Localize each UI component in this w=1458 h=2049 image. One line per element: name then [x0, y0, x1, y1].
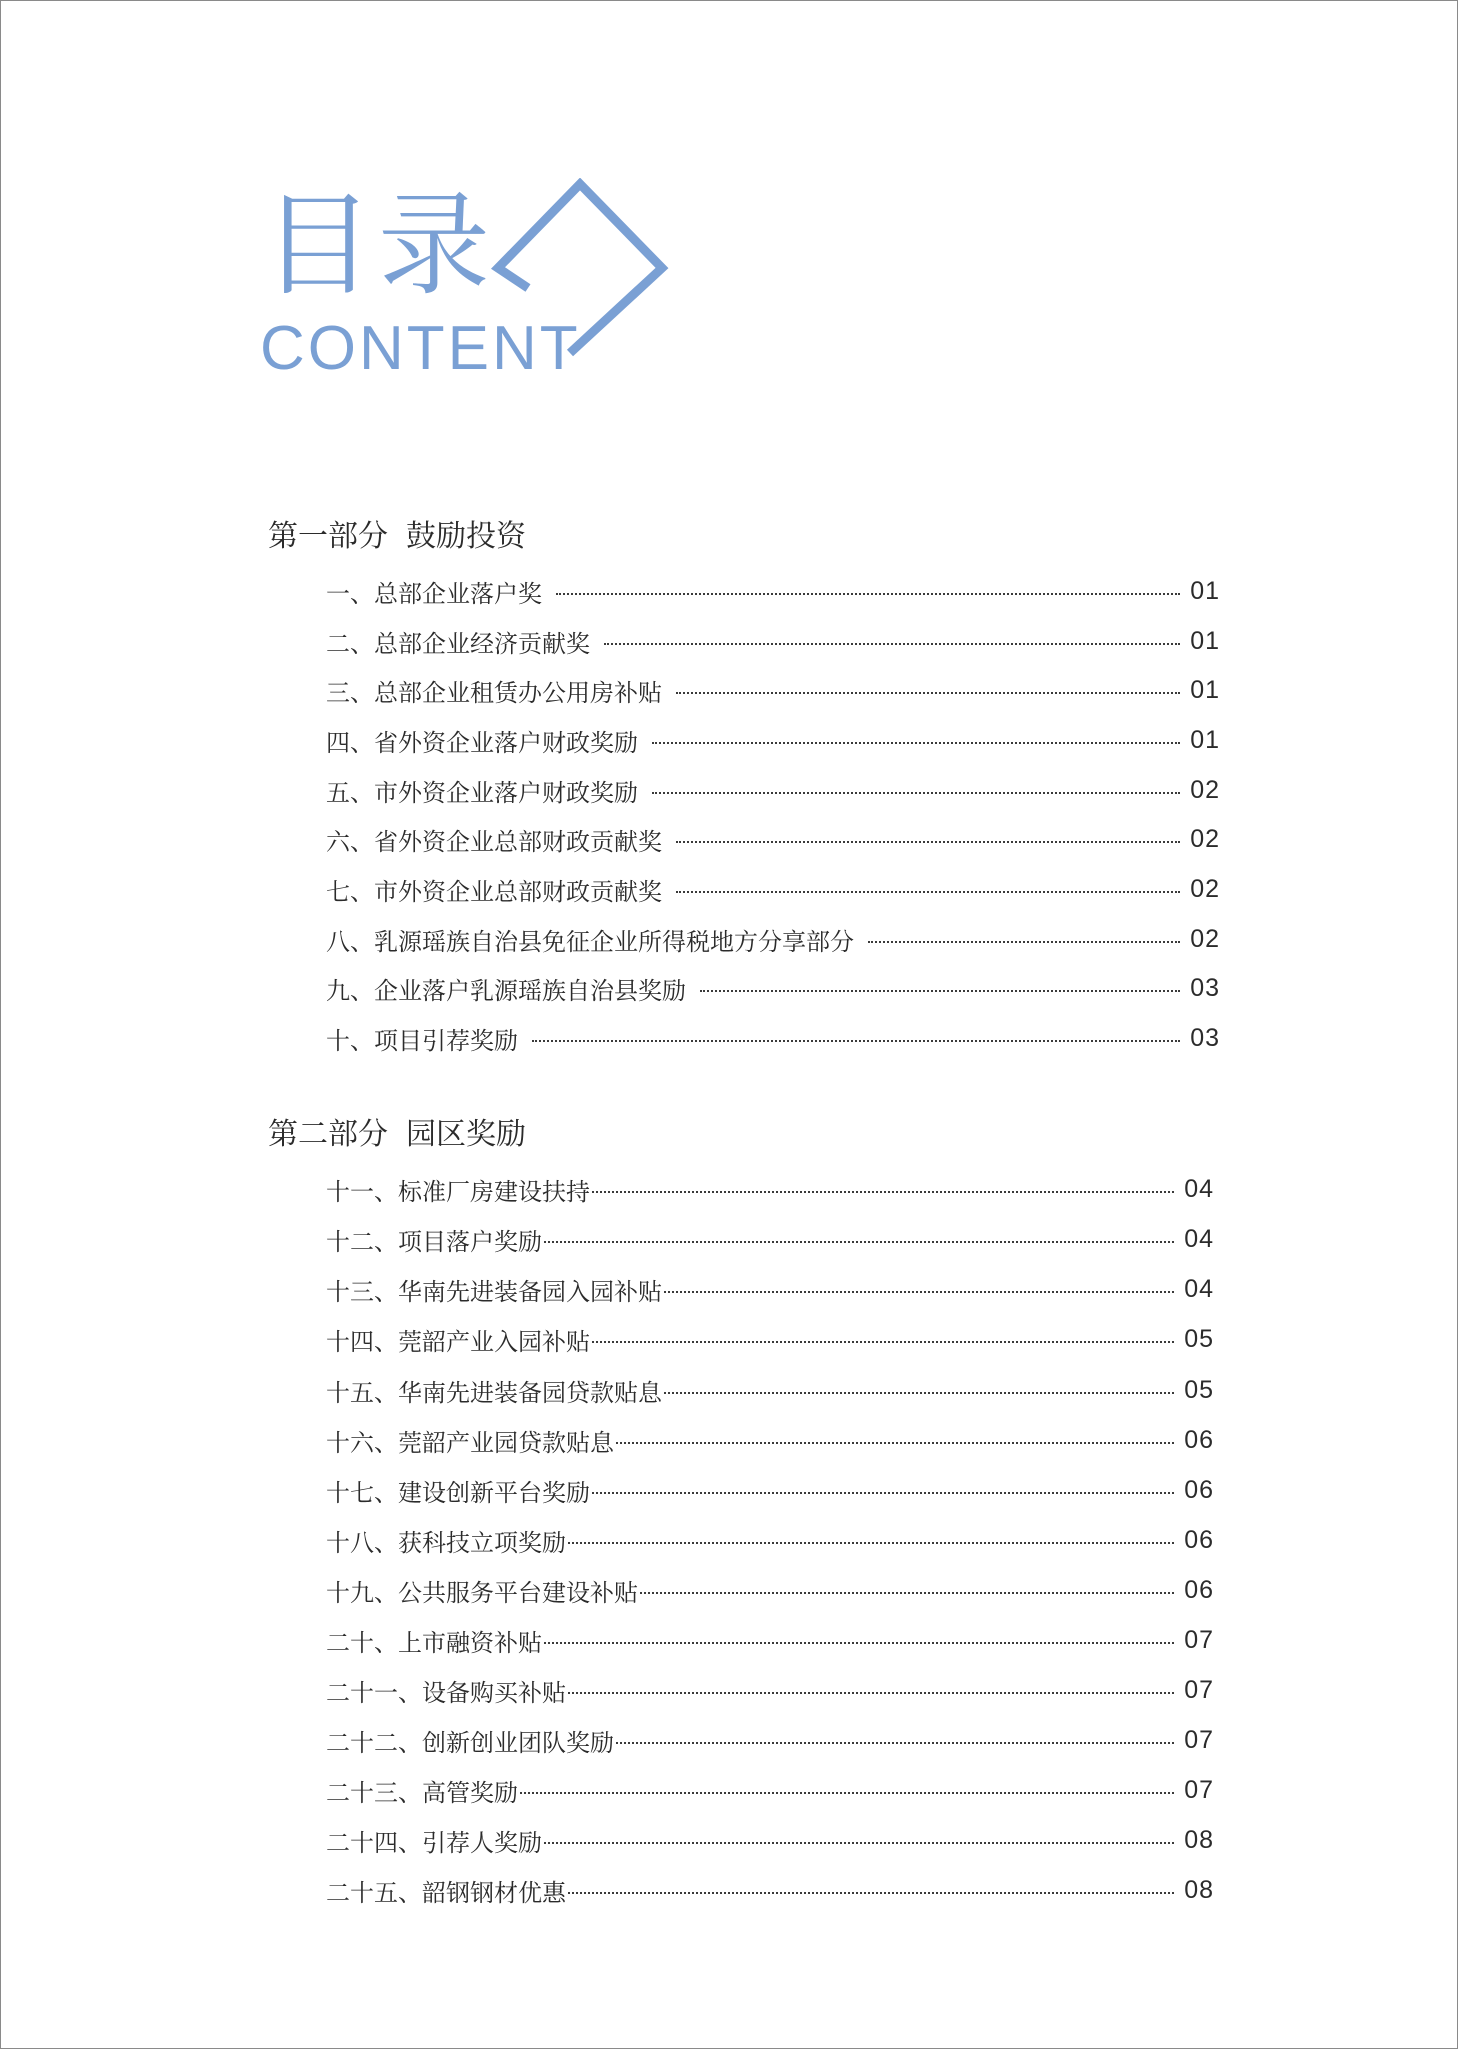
- leader-dots: [592, 1492, 1174, 1494]
- leader-dots: [568, 1542, 1174, 1544]
- leader-dots: [676, 692, 1180, 694]
- toc-item-page: 03: [1190, 1023, 1220, 1052]
- toc-item[interactable]: [326, 1272, 1214, 1306]
- toc-item-page: 06: [1184, 1525, 1214, 1554]
- toc-item-page: 03: [1190, 973, 1220, 1002]
- toc-item-page: 06: [1184, 1425, 1214, 1454]
- toc-item[interactable]: [326, 673, 1220, 707]
- toc-item-label: 二十一、设备购买补贴: [326, 1678, 566, 1707]
- toc-item-page: 08: [1184, 1875, 1214, 1904]
- leader-dots: [652, 742, 1180, 744]
- toc-item-page: 02: [1190, 824, 1220, 853]
- leader-dots: [568, 1692, 1174, 1694]
- toc-item[interactable]: [326, 773, 1220, 807]
- toc-item-label: 十一、标准厂房建设扶持: [326, 1177, 590, 1206]
- toc-item-label: 十、项目引荐奖励: [326, 1026, 518, 1055]
- toc-item-page: 02: [1190, 775, 1220, 804]
- toc-item[interactable]: [326, 1673, 1214, 1707]
- toc-item-label: 二十、上市融资补贴: [326, 1628, 542, 1657]
- toc-item[interactable]: [326, 1423, 1214, 1457]
- toc-item-page: 04: [1184, 1224, 1214, 1253]
- leader-dots: [568, 1892, 1174, 1894]
- leader-dots: [676, 841, 1180, 843]
- diamond-decoration-icon: [490, 178, 670, 358]
- part-number: 第一部分: [268, 519, 388, 554]
- leader-dots: [544, 1642, 1174, 1644]
- toc-item-page: 05: [1184, 1324, 1214, 1353]
- toc-item-label: 三、总部企业租赁办公用房补贴: [326, 678, 662, 707]
- toc-item[interactable]: [326, 723, 1220, 757]
- leader-dots: [640, 1592, 1174, 1594]
- leader-dots: [544, 1842, 1174, 1844]
- leader-dots: [592, 1341, 1174, 1343]
- leader-dots: [544, 1241, 1174, 1243]
- toc-item-label: 二十三、高管奖励: [326, 1778, 518, 1807]
- toc-item-label: 二、总部企业经济贡献奖: [326, 629, 590, 658]
- leader-dots: [592, 1191, 1174, 1193]
- toc-item-label: 十四、莞韶产业入园补贴: [326, 1327, 590, 1356]
- leader-dots: [868, 941, 1180, 943]
- leader-dots: [616, 1442, 1174, 1444]
- toc-item-label: 二十二、创新创业团队奖励: [326, 1728, 614, 1757]
- leader-dots: [664, 1291, 1174, 1293]
- toc-item[interactable]: [326, 1021, 1220, 1055]
- leader-dots: [652, 792, 1180, 794]
- toc-item[interactable]: [326, 574, 1220, 608]
- toc-item-page: 07: [1184, 1725, 1214, 1754]
- toc-item[interactable]: [326, 1373, 1214, 1407]
- part-name: 园区奖励: [406, 1117, 526, 1152]
- part-name: 鼓励投资: [406, 519, 526, 554]
- toc-item-page: 07: [1184, 1625, 1214, 1654]
- toc-item[interactable]: [326, 922, 1220, 956]
- part-number: 第二部分: [268, 1117, 388, 1152]
- toc-item-label: 十三、华南先进装备园入园补贴: [326, 1277, 662, 1306]
- toc-item-page: 02: [1190, 874, 1220, 903]
- toc-item-label: 九、企业落户乳源瑶族自治县奖励: [326, 976, 686, 1005]
- toc-item-label: 八、乳源瑶族自治县免征企业所得税地方分享部分: [326, 927, 854, 956]
- toc-item[interactable]: [326, 1623, 1214, 1657]
- toc-item[interactable]: [326, 1523, 1214, 1557]
- toc-item-page: 06: [1184, 1575, 1214, 1604]
- toc-item[interactable]: [326, 1873, 1214, 1907]
- toc-item[interactable]: [326, 872, 1220, 906]
- title-english: CONTENT: [260, 314, 581, 383]
- toc-item-page: 07: [1184, 1775, 1214, 1804]
- toc-item-label: 十六、莞韶产业园贷款贴息: [326, 1428, 614, 1457]
- leader-dots: [664, 1392, 1174, 1394]
- leader-dots: [556, 593, 1180, 595]
- toc-item-label: 一、总部企业落户奖: [326, 579, 542, 608]
- leader-dots: [520, 1792, 1174, 1794]
- toc-item-label: 五、市外资企业落户财政奖励: [326, 778, 638, 807]
- toc-item-label: 十九、公共服务平台建设补贴: [326, 1578, 638, 1607]
- toc-item[interactable]: [326, 1322, 1214, 1356]
- toc-item[interactable]: [326, 1172, 1214, 1206]
- toc-item-label: 十二、项目落户奖励: [326, 1227, 542, 1256]
- toc-item-label: 四、省外资企业落户财政奖励: [326, 728, 638, 757]
- toc-item-label: 六、省外资企业总部财政贡献奖: [326, 827, 662, 856]
- leader-dots: [676, 891, 1180, 893]
- toc-item-label: 七、市外资企业总部财政贡献奖: [326, 877, 662, 906]
- toc-item-page: 01: [1190, 576, 1220, 605]
- section-title-part2: [268, 1117, 526, 1152]
- toc-item-page: 04: [1184, 1174, 1214, 1203]
- toc-item[interactable]: [326, 1222, 1214, 1256]
- title-chinese: 目录: [262, 181, 494, 311]
- toc-item-label: 二十四、引荐人奖励: [326, 1828, 542, 1857]
- section-title-part1: [268, 519, 526, 554]
- toc-item[interactable]: [326, 1573, 1214, 1607]
- toc-item-page: 01: [1190, 675, 1220, 704]
- toc-item-label: 十八、获科技立项奖励: [326, 1528, 566, 1557]
- toc-item-label: 十五、华南先进装备园贷款贴息: [326, 1378, 662, 1407]
- toc-item[interactable]: [326, 1473, 1214, 1507]
- leader-dots: [532, 1040, 1180, 1042]
- toc-item-label: 十七、建设创新平台奖励: [326, 1478, 590, 1507]
- toc-item[interactable]: [326, 971, 1220, 1005]
- leader-dots: [604, 643, 1180, 645]
- toc-item-page: 05: [1184, 1375, 1214, 1404]
- toc-item-page: 06: [1184, 1475, 1214, 1504]
- toc-item[interactable]: [326, 822, 1220, 856]
- toc-item-page: 01: [1190, 725, 1220, 754]
- toc-item-page: 07: [1184, 1675, 1214, 1704]
- toc-item[interactable]: [326, 1823, 1214, 1857]
- leader-dots: [700, 990, 1180, 992]
- toc-item[interactable]: [326, 1773, 1214, 1807]
- toc-item-page: 02: [1190, 924, 1220, 953]
- toc-item[interactable]: [326, 624, 1220, 658]
- leader-dots: [616, 1742, 1174, 1744]
- toc-item-page: 08: [1184, 1825, 1214, 1854]
- toc-item-label: 二十五、韶钢钢材优惠: [326, 1878, 566, 1907]
- toc-item-page: 04: [1184, 1274, 1214, 1303]
- toc-item-page: 01: [1190, 626, 1220, 655]
- toc-item[interactable]: [326, 1723, 1214, 1757]
